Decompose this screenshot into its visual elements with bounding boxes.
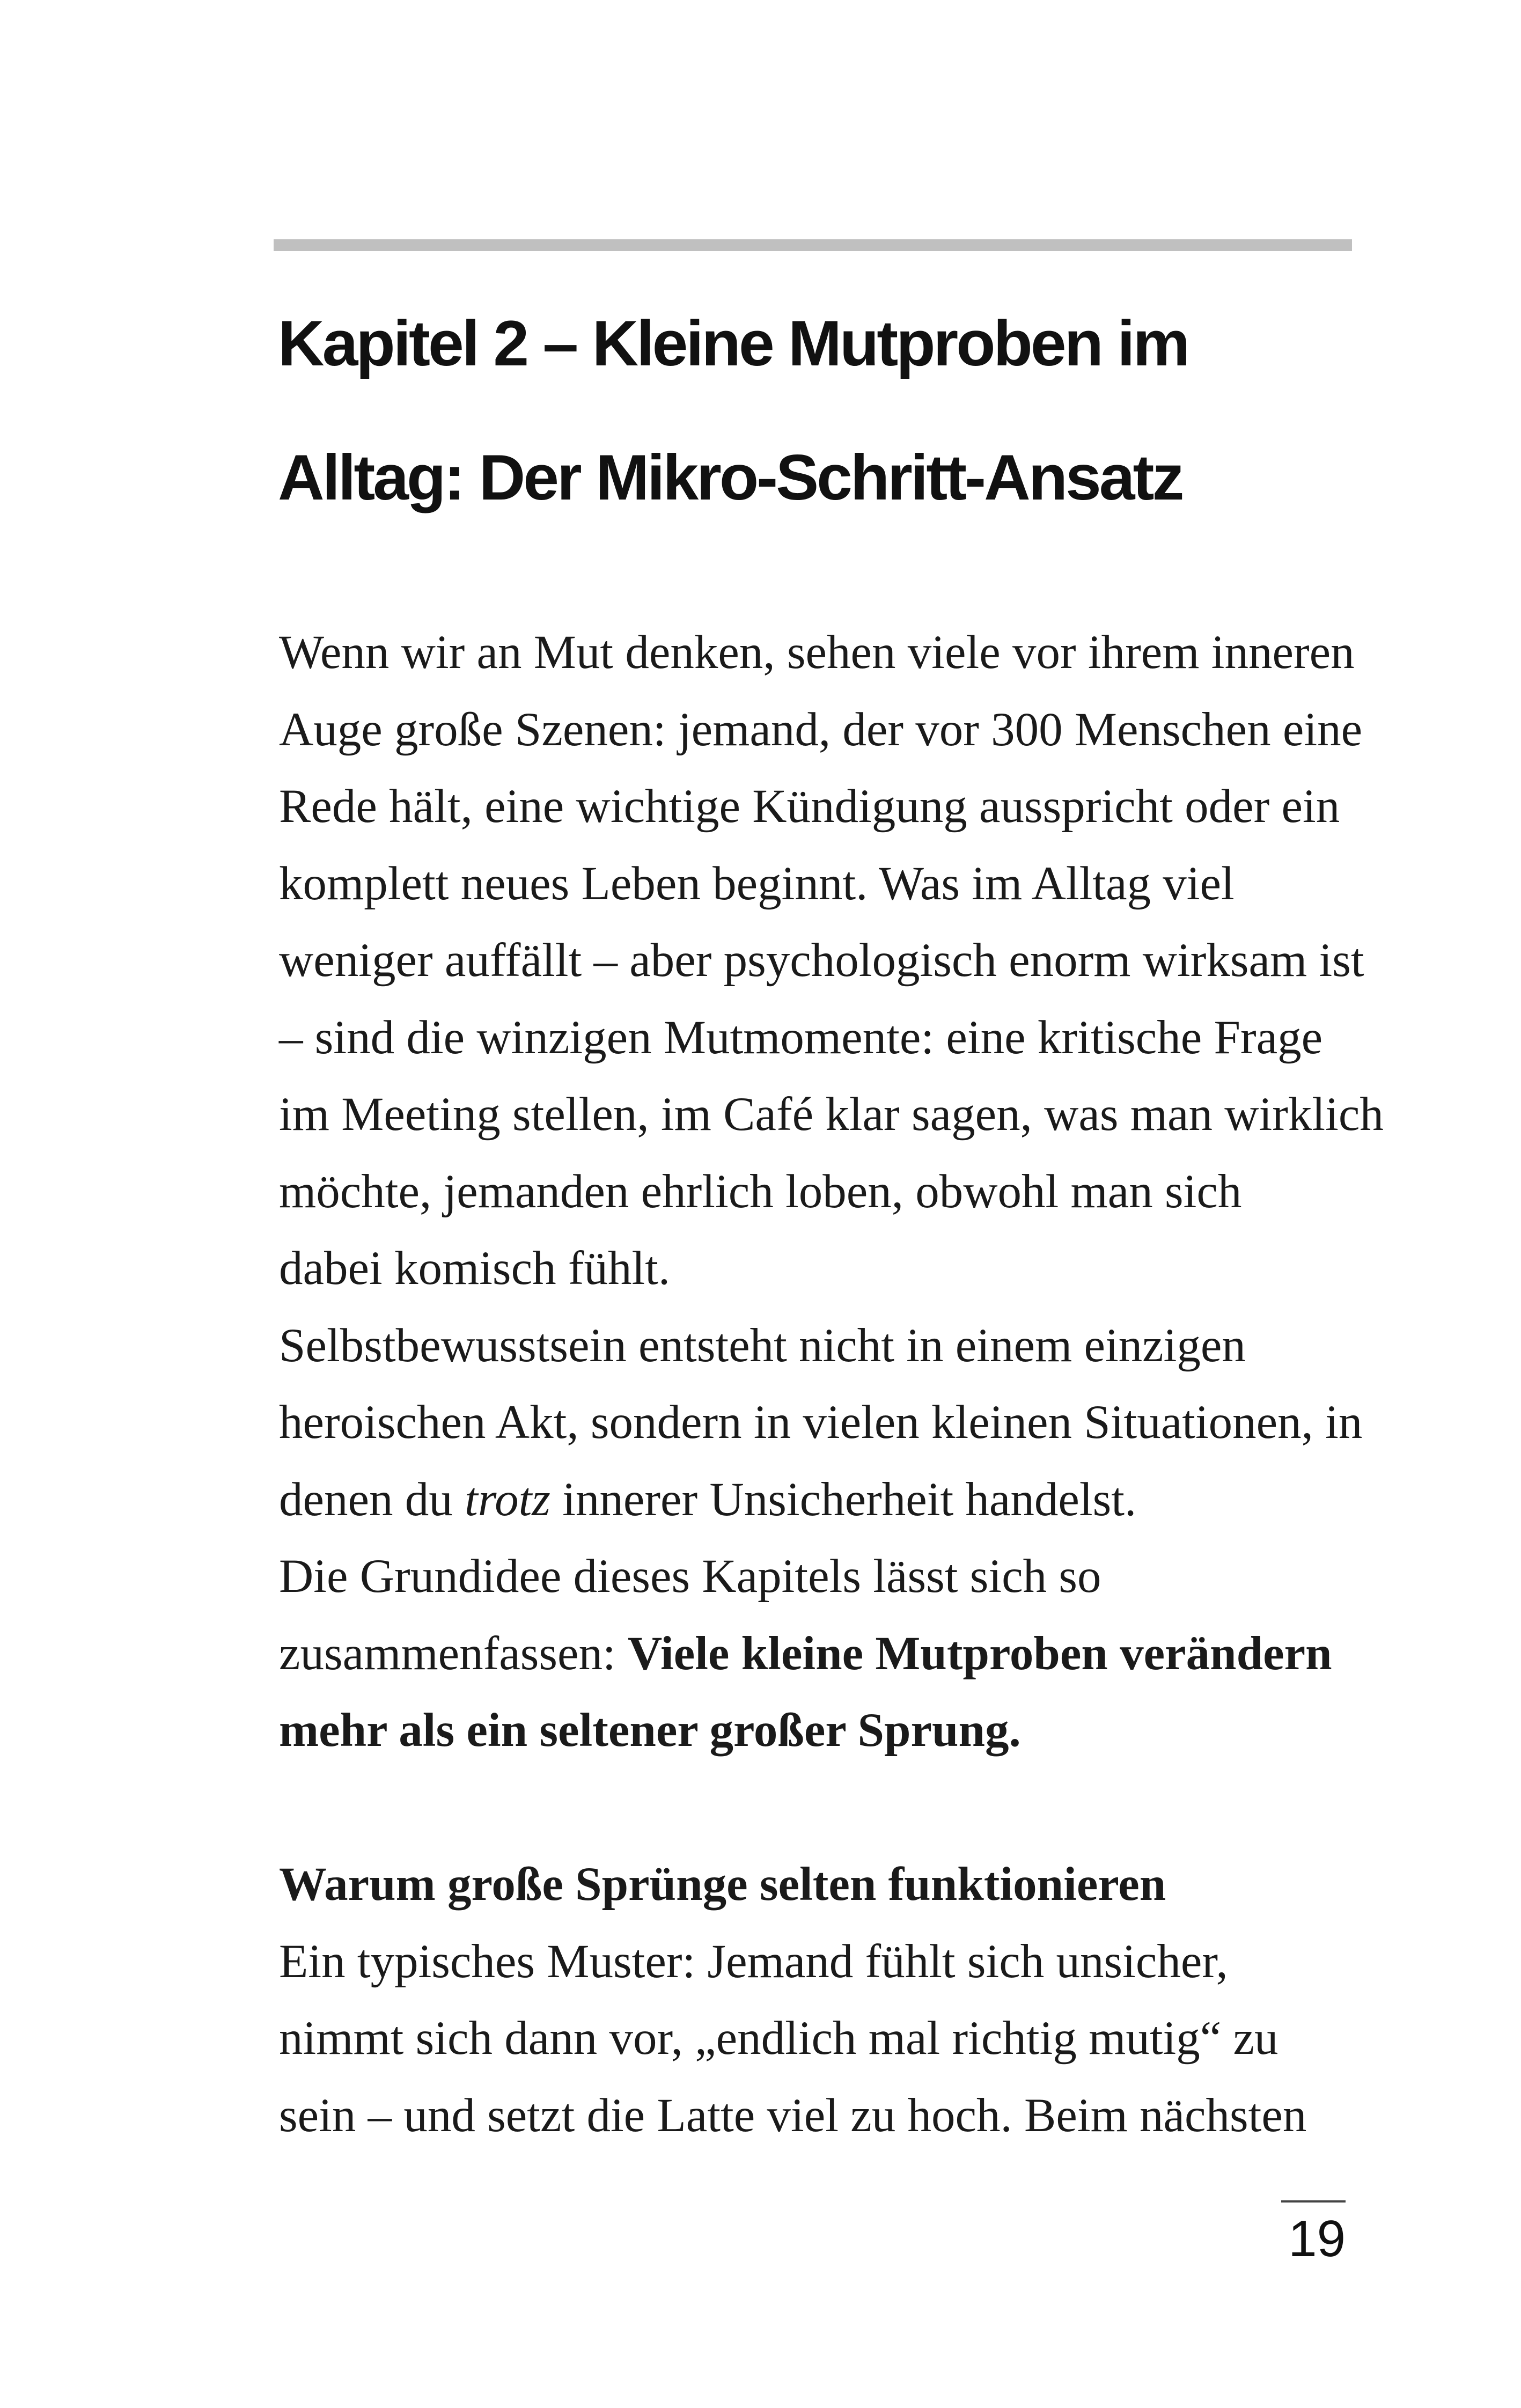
section-spacer (279, 1770, 1357, 1847)
text-line: weniger auffällt – aber psychologisch enorm wirksam ist (279, 934, 1364, 987)
text-line: nimmt sich dann vor, „endlich mal richtig mutig“ zu (279, 2012, 1278, 2065)
section-heading: Warum große Sprünge selten funktionieren (279, 1858, 1166, 1911)
emphasis-text: trotz (465, 1473, 550, 1526)
text-line: komplett neues Leben beginnt. Was im Alltag viel (279, 857, 1235, 910)
page-number-rule (1281, 2200, 1346, 2203)
text-line (279, 1616, 1357, 1693)
chapter-title-line: Alltag: Der Mikro-Schritt-Ansatz (278, 442, 1182, 513)
text-segment: zusammenfassen: (279, 1627, 628, 1680)
text-segment: denen du (279, 1473, 465, 1526)
chapter-title (278, 276, 1351, 545)
key-message-text: mehr als ein seltener großer Sprung. (279, 1704, 1021, 1757)
text-line: möchte, jemanden ehrlich loben, obwohl man sich (279, 1165, 1242, 1218)
chapter-top-rule (274, 239, 1352, 251)
text-line: sein – und setzt die Latte viel zu hoch. Beim nächsten (279, 2089, 1307, 2142)
text-line: Rede hält, eine wichtige Kündigung ausspricht oder ein (279, 780, 1340, 833)
text-line: Ein typisches Muster: Jemand fühlt sich unsicher, (279, 1935, 1228, 1988)
text-line: – sind die winzigen Mutmomente: eine kritische Frage (279, 1011, 1323, 1064)
text-line: heroischen Akt, sondern in vielen kleinen Situationen, in (279, 1396, 1363, 1449)
page-number: 19 (1288, 2210, 1346, 2267)
chapter-title-line: Kapitel 2 – Kleine Mutproben im (278, 307, 1188, 379)
key-message-text: Viele kleine Mutproben verändern (628, 1627, 1332, 1680)
text-line: Wenn wir an Mut denken, sehen viele vor ihrem inneren (279, 626, 1355, 679)
text-line (279, 1462, 1357, 1539)
text-segment: innerer Unsicherheit handelst. (550, 1473, 1137, 1526)
body-text (279, 614, 1384, 2154)
text-line: Selbstbewusstsein entsteht nicht in einem einzigen (279, 1319, 1246, 1372)
text-line: Auge große Szenen: jemand, der vor 300 Menschen eine (279, 703, 1363, 756)
text-line: Die Grundidee dieses Kapitels lässt sich so (279, 1550, 1101, 1603)
text-line: dabei komisch fühlt. (279, 1242, 671, 1295)
text-line: im Meeting stellen, im Café klar sagen, was man wirklich (279, 1088, 1384, 1141)
